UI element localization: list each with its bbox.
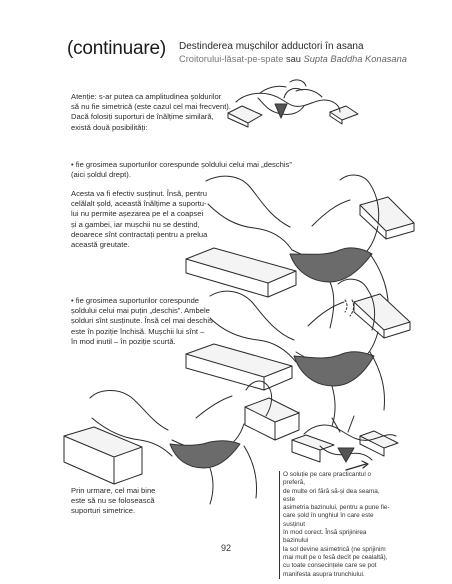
text-line: cu toate consecințele care se pot — [283, 562, 377, 570]
text-line: manifesta asupra trunchiului. — [283, 570, 365, 578]
text-line: care șold în unghiul în care este susținut — [283, 512, 374, 528]
text-line: șoldului celui mai puțin „deschis”. Ambele — [71, 306, 210, 316]
text-line: la sol devine asimetrică (ne sprijinim — [283, 545, 386, 553]
text-line: • fie grosimea suporturilor corespunde — [71, 296, 200, 305]
text-line: celălalt șold, această înălțime a suportu- — [71, 199, 207, 209]
text-line: în mod corect. Însă sprijinirea bazinului — [283, 529, 367, 545]
text-line: • fie grosimea suporturilor corespunde șoldului celui mai „deschis” — [71, 160, 292, 169]
text-line: de multe ori fără să-și dea seama, este — [283, 487, 380, 503]
text-line: să nu fie simetrică (este cazul cel mai frecvent). — [71, 102, 231, 112]
text-line: Atenție: s-ar putea ca amplitudinea șoldurilor — [71, 92, 222, 101]
pose-name: Croitorului-lăsat-pe-spate — [179, 54, 284, 64]
figure-case2 — [186, 279, 410, 426]
connector-word: sau — [283, 54, 304, 64]
text-line: și a gambei, iar mușchii nu se destind, — [71, 219, 200, 229]
text-line: este să nu se folosească — [71, 496, 155, 506]
text-line: această greutate. — [71, 240, 130, 250]
page-number: 92 — [220, 543, 231, 553]
section-subtitle: Destinderea mușchilor adductori în asana — [179, 41, 364, 52]
text-line: este în poziție închisă. Mușchii lui sînt – — [71, 326, 205, 336]
text-line: Dacă folosiți suporturi de înălțime similară, — [71, 112, 214, 122]
figure-top-reclining — [228, 80, 358, 127]
text-line: există două posibilități: — [71, 122, 148, 132]
text-line: asimetria bazinului, pentru a pune fie- — [283, 504, 390, 512]
text-line: Prin urmare, cel mai bine — [71, 486, 156, 495]
text-line: (aici șoldul drept). — [71, 170, 131, 180]
text-line: Acesta va fi efectiv susținut. Însă, pentru — [71, 189, 207, 198]
figure-lower — [64, 381, 299, 504]
text-line: mai mult pe o fesă decît pe cealaltă), — [283, 553, 388, 561]
text-line: lui nu permite așezarea pe el a coapsei — [71, 209, 204, 219]
pose-latin-name: Supta Baddha Konasana — [303, 54, 407, 64]
figure-asymmetric — [292, 416, 398, 470]
text-line: suporturi simetrice. — [71, 506, 136, 516]
section-title: (continuare) — [67, 38, 166, 59]
text-line: O soluție pe care practicantul o preferă, — [283, 471, 372, 487]
text-line: șolduri sînt susținute. Însă cel mai deschis — [71, 316, 213, 326]
text-line: în mod inutil – în poziție scurtă. — [71, 336, 176, 346]
text-line: deoarece sînt contractați pentru a prelua — [71, 229, 208, 239]
